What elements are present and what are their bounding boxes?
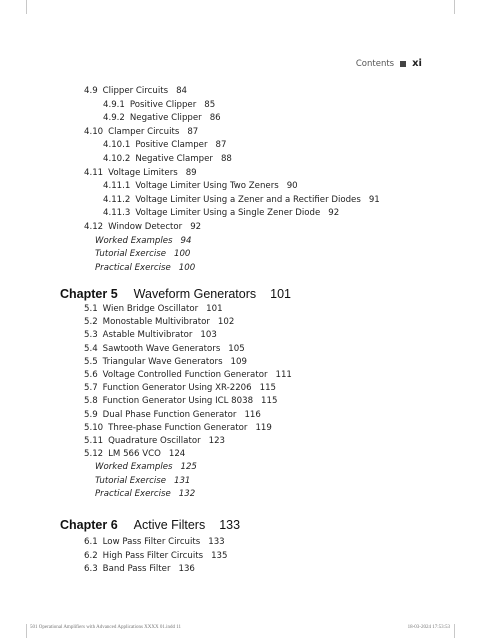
entry-title: Tutorial Exercise (95, 475, 166, 486)
toc-subsection-entry (103, 154, 232, 164)
entry-number: 6.2 (84, 550, 98, 561)
toc-backmatter-entry (95, 263, 195, 273)
entry-page: 115 (261, 396, 278, 407)
crop-mark (454, 624, 455, 638)
entry-number: 4.11.2 (103, 194, 131, 205)
chapter-page: 101 (270, 287, 292, 301)
entry-title: High Pass Filter Circuits (102, 550, 204, 561)
entry-title: Voltage Limiter Using Two Zeners (135, 181, 279, 192)
entry-title: Voltage Limiter Using a Single Zener Diode (135, 208, 321, 219)
entry-title: Three-phase Function Generator (108, 422, 248, 433)
chapter-title: Active Filters (133, 518, 206, 532)
toc-subsection-entry (103, 181, 298, 191)
entry-number: 5.6 (84, 370, 98, 380)
entry-page: 87 (215, 140, 227, 151)
toc-section-entry (84, 357, 247, 367)
entry-number: 5.3 (84, 330, 98, 341)
entry-page: 136 (178, 564, 195, 575)
entry-page: 92 (190, 222, 202, 232)
toc-section-entry (84, 168, 197, 178)
entry-title: Monostable Multivibrator (102, 317, 210, 328)
toc-backmatter-entry (95, 236, 191, 246)
toc-section-entry (84, 436, 225, 446)
entry-title: Low Pass Filter Circuits (102, 537, 201, 547)
toc-section-entry (84, 383, 276, 393)
entry-page: 135 (211, 550, 228, 561)
toc-subsection-entry (103, 113, 221, 123)
chapter-heading (60, 518, 240, 532)
entry-title: Tutorial Exercise (95, 249, 166, 260)
entry-page: 92 (328, 208, 340, 219)
toc-subsection-entry (103, 140, 226, 150)
toc-section-entry (84, 564, 195, 574)
entry-title: Positive Clipper (129, 99, 197, 110)
entry-page: 100 (173, 249, 191, 260)
entry-page: 116 (244, 409, 261, 420)
entry-title: Astable Multivibrator (102, 330, 193, 341)
entry-page: 125 (180, 462, 197, 473)
chapter-heading (60, 287, 291, 301)
entry-title: Dual Phase Function Generator (102, 409, 237, 420)
entry-page: 105 (228, 343, 245, 354)
entry-page: 88 (220, 154, 232, 164)
toc-section-entry (84, 127, 198, 137)
entry-number: 4.10 (84, 126, 104, 137)
toc-backmatter-entry (95, 249, 190, 259)
chapter-label: Chapter 6 (60, 518, 118, 532)
entry-number: 4.9.2 (103, 113, 125, 124)
entry-number: 4.11 (84, 167, 104, 178)
entry-title: Worked Examples (95, 235, 173, 246)
crop-mark (26, 624, 27, 638)
entry-page: 86 (209, 113, 221, 124)
square-bullet-icon (400, 61, 406, 67)
entry-number: 5.12 (84, 449, 104, 460)
crop-mark (454, 0, 455, 14)
entry-page: 119 (255, 422, 272, 433)
toc-section-entry (84, 551, 227, 561)
entry-page: 111 (275, 370, 292, 380)
running-head (356, 58, 422, 69)
entry-number: 6.3 (84, 564, 98, 575)
chapter-label: Chapter 5 (60, 287, 118, 301)
running-head-label: Contents (355, 58, 395, 69)
entry-page: 102 (217, 317, 235, 328)
footer-timestamp: 18-03-2024 17:53:53 (407, 625, 450, 630)
entry-title: Practical Exercise (95, 262, 171, 273)
toc-section-entry (84, 344, 245, 354)
entry-title: Clipper Circuits (102, 86, 169, 96)
entry-title: Wien Bridge Oscillator (102, 304, 199, 314)
entry-number: 5.8 (84, 396, 98, 407)
toc-section-entry (84, 317, 234, 327)
footer-file-info: 501 Operational Amplifiers with Advanced Applications XXXX 01.indd 11 (30, 625, 182, 630)
entry-title: LM 566 VCO (108, 449, 161, 460)
chapter-page: 133 (219, 518, 241, 532)
entry-number: 4.11.3 (103, 208, 131, 219)
toc-section-entry (84, 396, 277, 406)
entry-number: 5.5 (84, 356, 98, 367)
entry-number: 4.12 (84, 222, 104, 232)
entry-number: 5.1 (84, 304, 98, 314)
toc-section-entry (84, 423, 272, 433)
entry-number: 4.10.2 (103, 154, 131, 164)
entry-number: 5.11 (84, 436, 104, 446)
entry-page: 133 (208, 537, 225, 547)
entry-page: 101 (206, 304, 223, 314)
entry-title: Positive Clamper (135, 140, 208, 151)
toc-subsection-entry (103, 195, 380, 205)
toc-section-entry (84, 449, 185, 459)
toc-section-entry (84, 86, 187, 96)
toc-section-entry (84, 304, 223, 314)
entry-title: Clamper Circuits (108, 126, 180, 137)
entry-page: 84 (176, 86, 187, 96)
entry-number: 5.9 (84, 409, 98, 420)
toc-section-entry (84, 410, 261, 420)
entry-number: 4.9 (84, 86, 98, 96)
entry-title: Window Detector (108, 222, 183, 232)
entry-page: 123 (208, 436, 226, 446)
entry-title: Negative Clipper (129, 113, 202, 124)
entry-page: 109 (230, 356, 247, 367)
toc-backmatter-entry (95, 476, 190, 486)
entry-page: 115 (259, 383, 277, 394)
entry-title: Triangular Wave Generators (102, 356, 223, 367)
entry-number: 5.10 (84, 422, 104, 433)
toc-section-entry (84, 330, 217, 340)
entry-number: 5.4 (84, 343, 98, 354)
toc-backmatter-entry (95, 462, 197, 472)
entry-title: Voltage Controlled Function Generator (102, 370, 268, 380)
crop-mark (26, 0, 27, 14)
toc-subsection-entry (103, 100, 215, 110)
entry-page: 100 (178, 262, 196, 273)
entry-title: Voltage Limiters (108, 167, 178, 178)
entry-page: 89 (185, 167, 197, 178)
entry-page: 90 (286, 181, 298, 192)
page-number: xi (412, 58, 422, 69)
entry-title: Function Generator Using XR-2206 (102, 383, 252, 394)
entry-title: Negative Clamper (135, 154, 213, 164)
entry-title: Practical Exercise (95, 488, 171, 499)
entry-page: 91 (368, 194, 380, 205)
toc-section-entry (84, 370, 292, 380)
entry-page: 131 (173, 475, 191, 486)
toc-section-entry (84, 222, 201, 232)
entry-title: Function Generator Using ICL 8038 (102, 396, 254, 407)
entry-title: Sawtooth Wave Generators (102, 343, 221, 354)
entry-number: 5.2 (84, 317, 98, 328)
entry-title: Voltage Limiter Using a Zener and a Rectifier Diodes (135, 194, 361, 205)
chapter-title: Waveform Generators (133, 287, 257, 301)
entry-page: 87 (187, 126, 199, 137)
entry-page: 94 (180, 235, 192, 246)
toc-subsection-entry (103, 208, 339, 218)
entry-number: 6.1 (84, 537, 98, 547)
entry-number: 4.10.1 (103, 140, 131, 151)
toc-backmatter-entry (95, 489, 195, 499)
entry-title: Quadrature Oscillator (108, 436, 201, 446)
toc-section-entry (84, 537, 225, 547)
entry-title: Band Pass Filter (102, 564, 171, 575)
entry-number: 4.11.1 (103, 181, 131, 192)
entry-page: 85 (204, 99, 216, 110)
entry-page: 103 (200, 330, 217, 341)
entry-page: 132 (178, 488, 196, 499)
entry-number: 5.7 (84, 383, 98, 394)
entry-title: Worked Examples (95, 462, 173, 473)
entry-number: 4.9.1 (103, 99, 125, 110)
entry-page: 124 (168, 449, 186, 460)
